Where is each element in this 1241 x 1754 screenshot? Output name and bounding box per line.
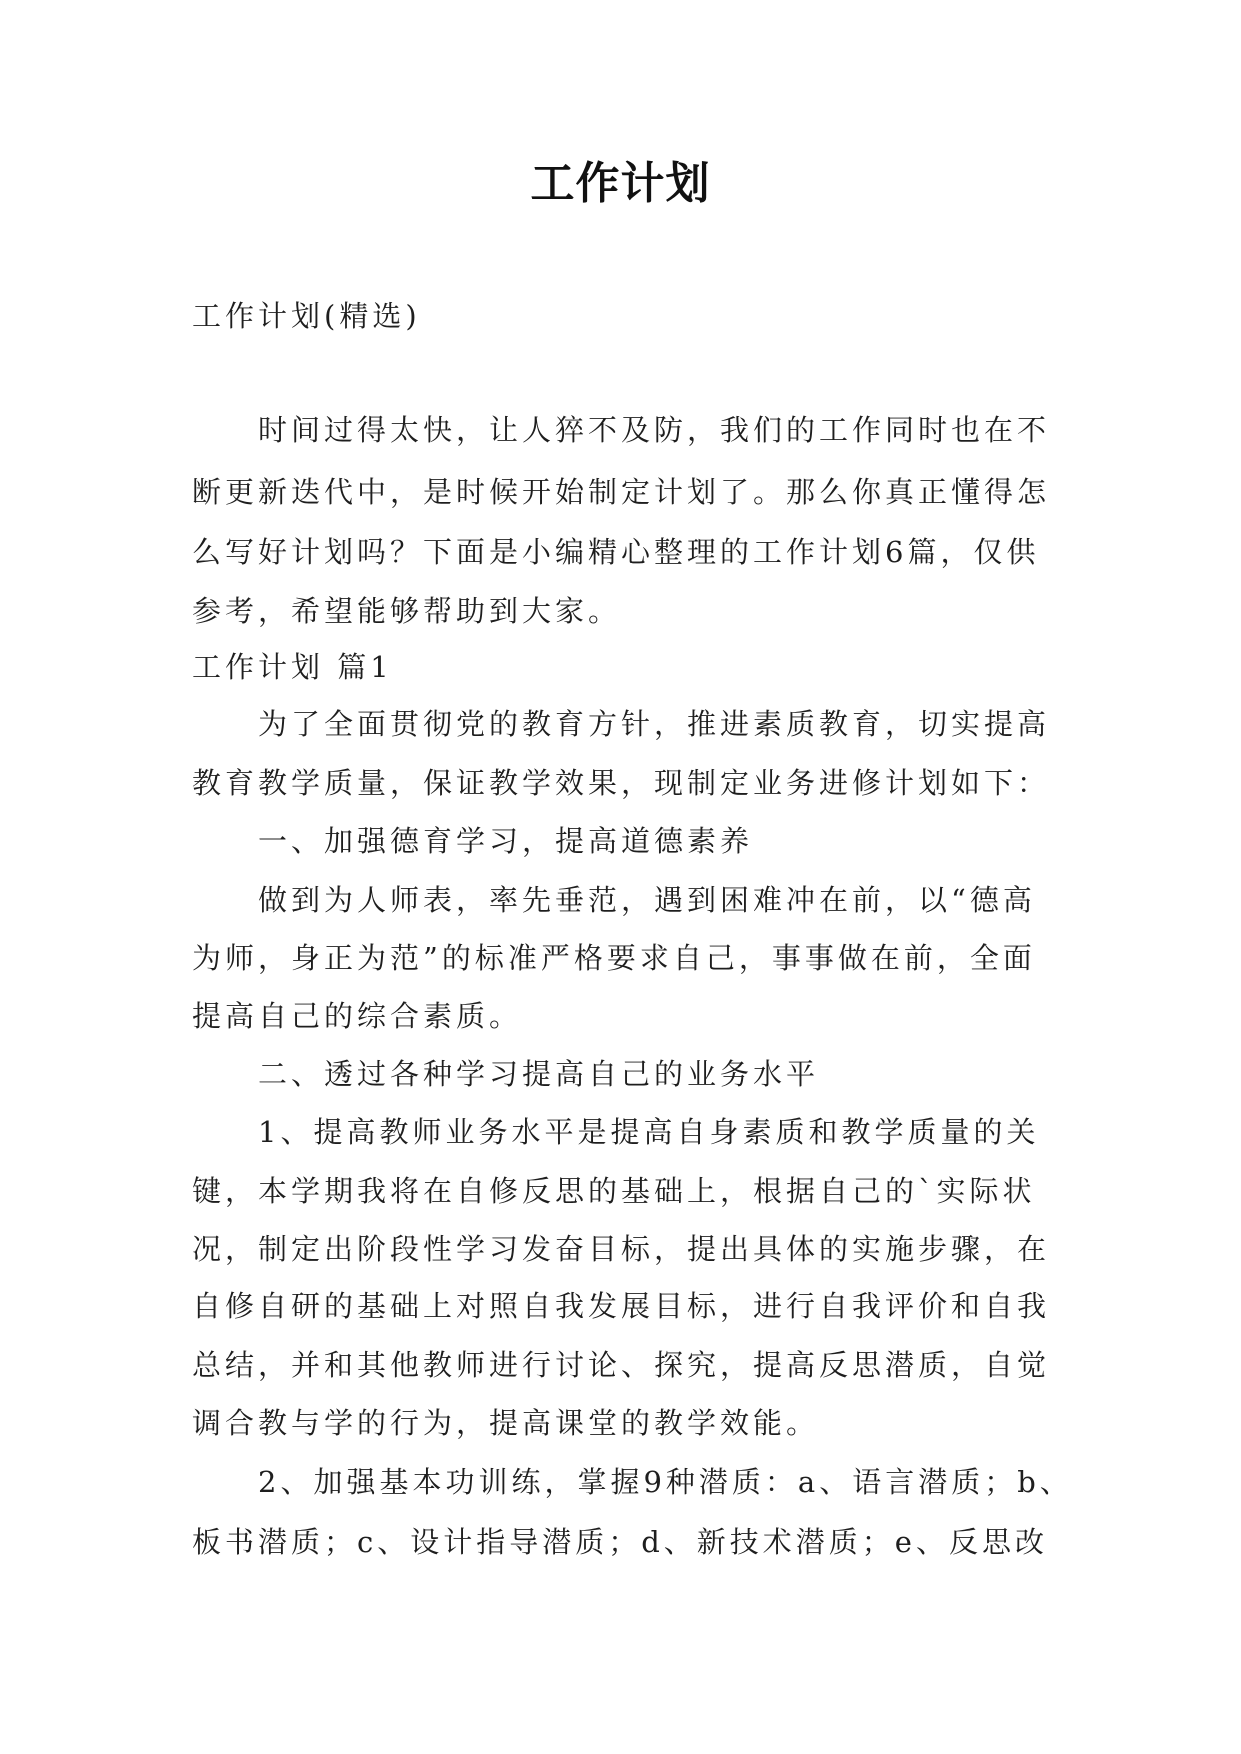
text-line: 调合教与学的行为，提高课堂的教学效能。 <box>192 1406 820 1440</box>
text-line: 参考，希望能够帮助到大家。 <box>192 594 622 628</box>
text-line: 1、提高教师业务水平是提高自身素质和教学质量的关 <box>258 1115 1040 1149</box>
text-line: 为师，身正为范”的标准严格要求自己，事事做在前，全面 <box>192 941 1036 975</box>
text-line: 么写好计划吗？下面是小编精心整理的工作计划6篇，仅供 <box>192 535 1040 569</box>
text-line: 断更新迭代中，是时候开始制定计划了。那么你真正懂得怎 <box>192 475 1051 509</box>
text-line: 总结，并和其他教师进行讨论、探究，提高反思潜质，自觉 <box>192 1348 1051 1382</box>
text-line: 时间过得太快，让人猝不及防，我们的工作同时也在不 <box>258 413 1051 447</box>
text-line: 教育教学质量，保证教学效果，现制定业务进修计划如下： <box>192 766 1051 800</box>
text-line: 为了全面贯彻党的教育方针，推进素质教育，切实提高 <box>258 707 1051 741</box>
text-line: 板书潜质；c、设计指导潜质；d、新技术潜质；e、反思改 <box>192 1525 1048 1559</box>
document-title: 工作计划 <box>530 158 711 209</box>
subheading-2: 二、透过各种学习提高自己的业务水平 <box>258 1057 820 1091</box>
text-line: 况，制定出阶段性学习发奋目标，提出具体的实施步骤，在 <box>192 1232 1051 1266</box>
subheading-1: 一、加强德育学习，提高道德素养 <box>258 824 754 858</box>
text-line: 自修自研的基础上对照自我发展目标，进行自我评价和自我 <box>192 1289 1051 1323</box>
document-subtitle: 工作计划(精选) <box>192 299 421 333</box>
text-line: 键，本学期我将在自修反思的基础上，根据自己的`实际状 <box>192 1174 1036 1208</box>
text-line: 2、加强基本功训练，掌握9种潜质：a、语言潜质；b、 <box>258 1465 1073 1499</box>
text-line: 做到为人师表，率先垂范，遇到困难冲在前，以“德高 <box>258 883 1036 917</box>
section-heading: 工作计划 篇1 <box>192 650 393 684</box>
text-line: 提高自己的综合素质。 <box>192 999 523 1033</box>
